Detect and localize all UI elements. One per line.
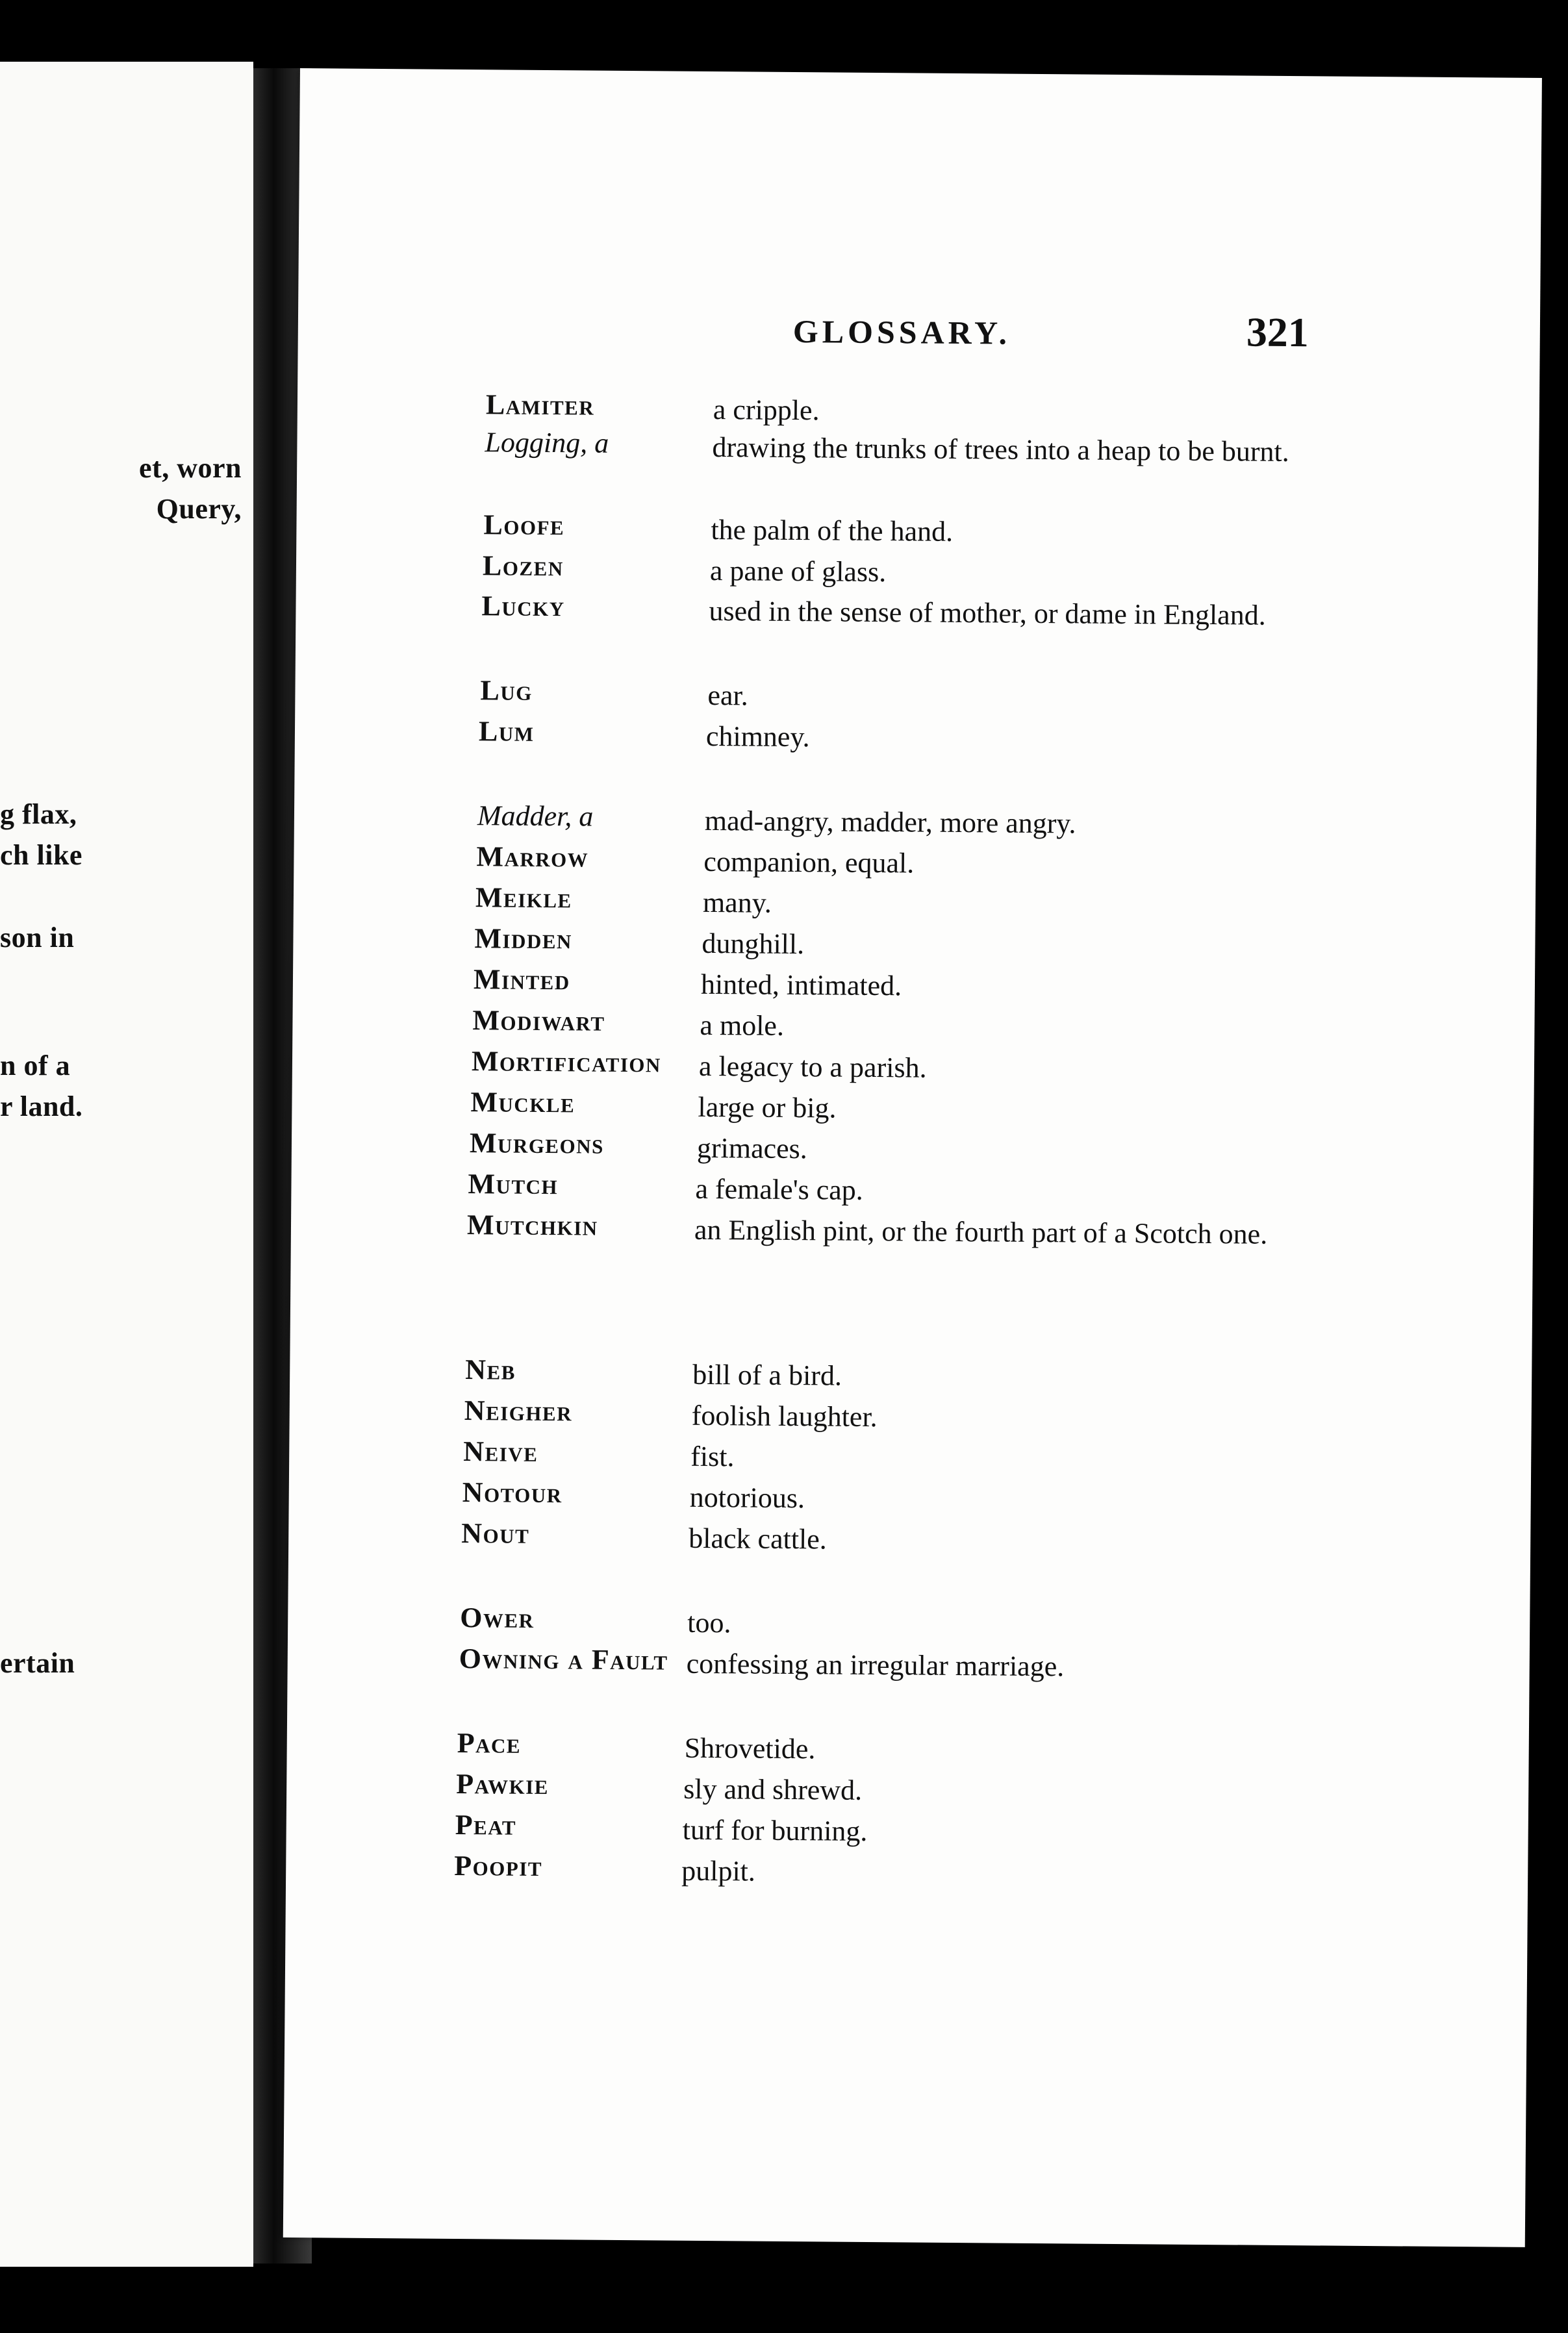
glossary-entry (296, 588, 1537, 637)
entry-definition: used in the sense of mother, or dame in England. (709, 594, 1266, 631)
glossary-entry (289, 1433, 1531, 1482)
glossary-entry (286, 1766, 1528, 1815)
entry-definition: pulpit. (681, 1854, 756, 1887)
entry-definition: hinted, intimated. (700, 968, 902, 1002)
entry-definition: grimaces. (696, 1131, 807, 1165)
previous-page-fragment (0, 62, 253, 2267)
entry-term: Midden (474, 922, 573, 955)
entry-definition: drawing the trunks of trees into a heap to be burnt. (712, 431, 1289, 468)
glossary-entry (292, 1084, 1534, 1133)
entry-term: Mutch (468, 1168, 559, 1201)
glossary-entry (293, 920, 1535, 969)
entry-term: Muckle (470, 1086, 575, 1119)
entry-term: Lum (478, 715, 535, 748)
glossary-entry (290, 1393, 1532, 1441)
left-text-line: ch like (0, 839, 82, 871)
glossary-entry (294, 839, 1536, 887)
entry-term: Poopit (454, 1849, 543, 1883)
entry-definition: a mole. (700, 1009, 785, 1042)
entry-definition: a legacy to a parish. (698, 1050, 927, 1084)
glossary-entry (292, 1043, 1534, 1092)
glossary-entry (296, 507, 1538, 555)
left-text-line: et, worn (139, 452, 242, 484)
glossary-entry (286, 1807, 1528, 1856)
glossary-entry (295, 713, 1537, 762)
left-text-line: r land. (0, 1091, 83, 1122)
entry-term: Murgeons (469, 1127, 605, 1160)
entry-definition: confessing an irregular marriage. (686, 1647, 1065, 1683)
glossary-page (283, 68, 1542, 2247)
entry-definition: many. (702, 886, 772, 919)
glossary-entry (290, 1352, 1532, 1400)
entry-definition: mad-angry, madder, more angry. (704, 804, 1076, 840)
glossary-entry (288, 1515, 1530, 1564)
entry-term: Pace (457, 1726, 522, 1759)
glossary-entry (292, 1125, 1534, 1174)
entry-definition: too. (687, 1606, 731, 1639)
entry-term: Neb (465, 1354, 516, 1386)
running-head: GLOSSARY. (792, 312, 1011, 351)
glossary-entry (292, 1002, 1534, 1051)
entry-term: Neigher (464, 1394, 573, 1428)
entry-definition: dunghill. (702, 927, 805, 961)
entry-term: Notour (462, 1476, 563, 1509)
entry-term: Logging, a (485, 426, 609, 459)
glossary-entry (294, 798, 1536, 846)
entry-term: Modiwart (472, 1004, 605, 1037)
page-number: 321 (1246, 309, 1309, 356)
entry-term: Lozen (482, 549, 564, 583)
glossary-entry (293, 961, 1535, 1010)
glossary-entry (295, 672, 1537, 721)
entry-definition: a female's cap. (695, 1172, 863, 1206)
entry-term: Loofe (483, 509, 565, 542)
entry-term: Madder, a (477, 800, 594, 833)
entry-definition: black cattle. (689, 1522, 827, 1556)
glossary-entry (286, 1725, 1528, 1774)
left-text-line: n of a (0, 1050, 71, 1081)
entry-definition: chimney. (705, 720, 810, 753)
glossary-entry (288, 1600, 1530, 1648)
glossary-entry (289, 1474, 1531, 1523)
entry-definition: the palm of the hand. (711, 513, 954, 548)
glossary-entry (291, 1166, 1533, 1215)
entry-definition: an English pint, or the fourth part of a Scotch one. (694, 1213, 1268, 1250)
entry-definition: turf for burning. (682, 1813, 868, 1847)
entry-definition: foolish laughter. (691, 1399, 878, 1433)
entry-term: Peat (455, 1808, 517, 1841)
entry-term: Mutchkin (466, 1209, 598, 1242)
entry-definition: ear. (707, 679, 748, 712)
entry-definition: Shrovetide. (684, 1732, 816, 1765)
entry-term: Meikle (475, 881, 572, 914)
entry-term: Lucky (481, 590, 565, 623)
entry-term: Neive (463, 1435, 538, 1468)
left-text-line: g flax, (0, 798, 77, 830)
entry-definition: large or big. (698, 1091, 837, 1124)
glossary-entry (294, 879, 1536, 928)
glossary-entry (288, 1641, 1530, 1689)
entry-definition: sly and shrewd. (683, 1772, 863, 1806)
entry-term: Lug (480, 674, 533, 707)
entry-term: Ower (460, 1602, 535, 1634)
entry-definition: a pane of glass. (709, 554, 887, 588)
entry-definition: a cripple. (713, 394, 820, 427)
left-text-line: son in (0, 922, 75, 953)
entry-term: Marrow (476, 840, 589, 874)
entry-term: Lamiter (485, 388, 595, 422)
left-text-line: ertain (0, 1647, 75, 1679)
entry-term: Nout (461, 1517, 530, 1550)
entry-definition: companion, equal. (703, 845, 915, 879)
entry-definition: fist. (690, 1440, 735, 1473)
glossary-entry (291, 1207, 1533, 1255)
entry-term: Minted (473, 963, 570, 996)
left-text-line: Query, (156, 493, 242, 525)
glossary-entry (286, 1848, 1528, 1897)
entry-definition: notorious. (689, 1481, 805, 1515)
entry-term: Pawkie (456, 1767, 550, 1801)
entry-term: Mortification (471, 1045, 662, 1079)
entry-definition: bill of a bird. (692, 1358, 842, 1392)
entry-term: Owning a Fault (459, 1642, 668, 1676)
